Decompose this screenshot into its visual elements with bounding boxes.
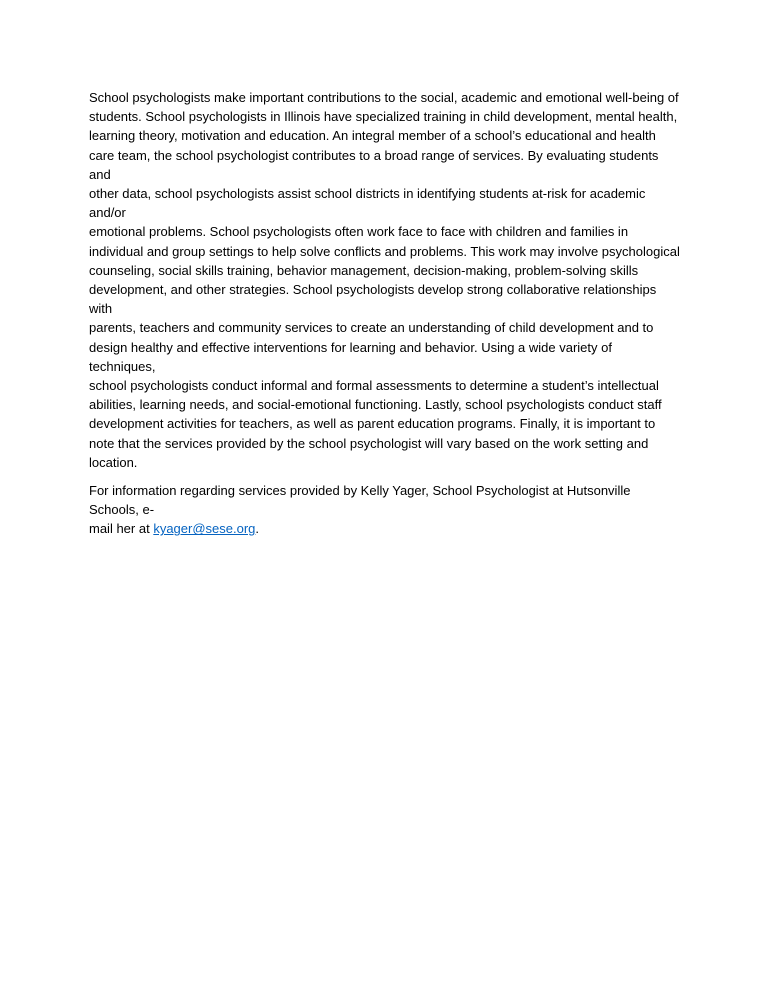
paragraph-school-psychologists: School psychologists make important contributions to the social, academic and emotional well-being of students. School psychologists in Illinois have specialized training in child development, mental health, learning theory, motivation and education. An integral member of a school’s educational and health care team, the school psychologist contributes to a broad range of services. By evaluating students and other data, school psychologists assist school districts in identifying students at-risk for academic and/or emotional problems. School psychologists often work face to face with children and families in individual and group settings to help solve conflicts and problems. This work may involve psychological counseling, social skills training, behavior management, decision-making, problem-solving skills development, and other strategies. School psychologists develop strong collaborative relationships with parents, teachers and community services to create an understanding of child development and to design healthy and effective interventions for learning and behavior. Using a wide variety of techniques, school psychologists conduct informal and formal assessments to determine a student’s intellectual abilities, learning needs, and social-emotional functioning. Lastly, school psychologists conduct staff development activities for teachers, as well as parent education programs. Finally, it is important to note that the services provided by the school psychologist will vary based on the work setting and location. bbox=[89, 90, 680, 470]
paragraph-contact-info bbox=[89, 481, 681, 539]
contact-period: . bbox=[255, 521, 260, 537]
email-link[interactable]: kyager@sese.org bbox=[153, 521, 256, 537]
contact-text: For information regarding services provided by Kelly Yager, School Psychologist at Hutsonville Schools, e- mail her at bbox=[89, 483, 631, 537]
document-body bbox=[89, 88, 681, 548]
